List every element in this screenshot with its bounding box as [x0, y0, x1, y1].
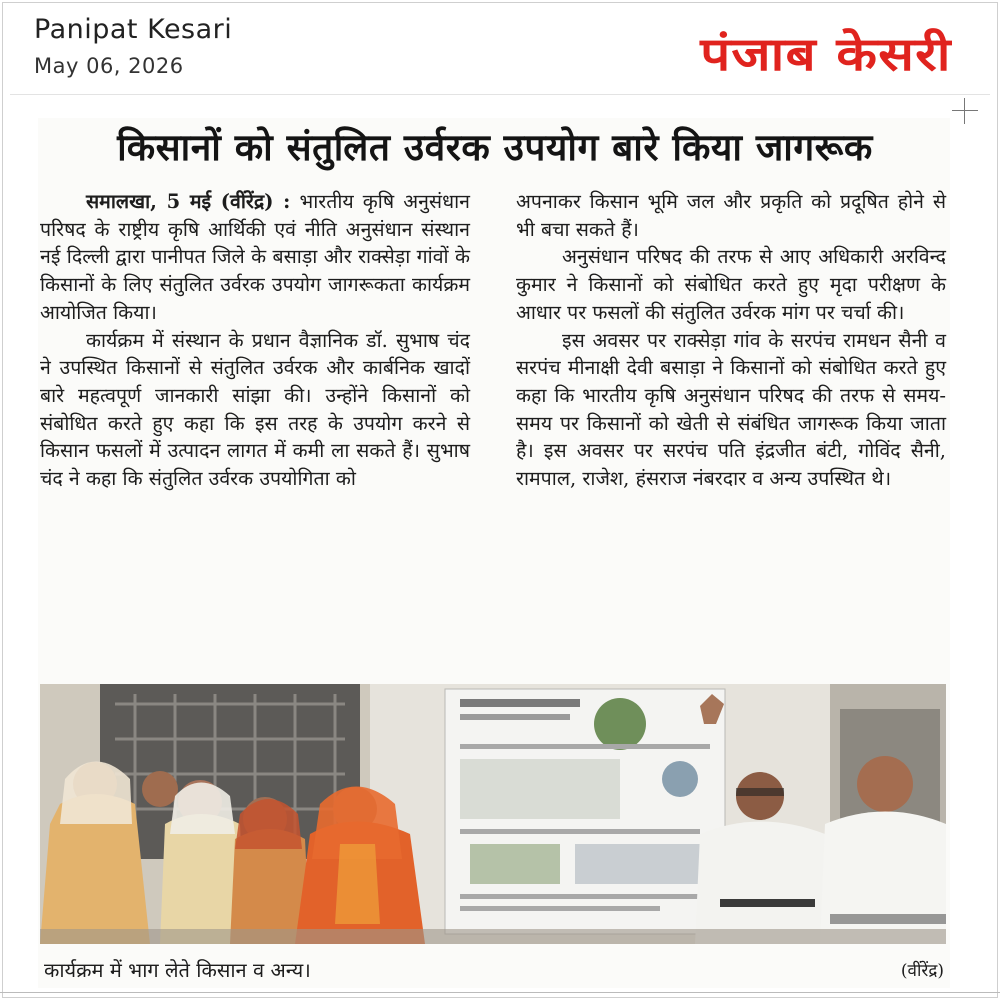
article-dateline: समालखा, 5 मई (वींरेंद्र) : — [86, 190, 291, 213]
article-headline: किसानों को संतुलित उर्वरक उपयोग बारे किया जागरूक — [117, 126, 873, 169]
photo-caption: कार्यक्रम में भाग लेते किसान व अन्य। — [44, 958, 311, 982]
article-paragraph: कार्यक्रम में संस्थान के प्रधान वैज्ञानिक डॉ. सुभाष चंद ने उपस्थित किसानों से संतुलित उर्वरक और कार्बनिक खादों बारे महत्वपूर्ण जानकारी सांझा की। उन्होंने किसानों को संबोधित करते हुए कहा कि इस तरह के उपयोग करने से किसान फसलों में उत्पादन लागत में कमी ला सकते हैं। सुभाष चंद ने कहा कि संतुलित उर्वरक उपयोगिता को — [40, 328, 470, 491]
edition-name: Panipat Kesari — [34, 14, 233, 45]
photo-credit: (वींरेंद्र) — [900, 961, 944, 981]
crosshair-icon — [950, 96, 980, 126]
header-divider — [10, 94, 990, 95]
article-column-left — [40, 188, 470, 493]
bottom-divider — [0, 992, 1000, 993]
article-paragraph: अनुसंधान परिषद की तरफ से आए अधिकारी अरविन्द कुमार ने किसानों को संबोधित करते हुए मृदा परीक्षण के आधार पर फसलों की संतुलित उर्वरक मांग पर चर्चा की। — [516, 245, 946, 324]
photo-illustration — [40, 684, 946, 944]
newspaper-masthead: पंजाब केसरी — [700, 27, 952, 81]
article-paragraph: अपनाकर किसान भूमि जल और प्रकृति को प्रदूषित होने से भी बचा सकते हैं। — [516, 190, 946, 241]
event-photo — [40, 684, 946, 944]
article-column-right — [516, 188, 946, 493]
paragraph-text: भारतीय कृषि अनुसंधान परिषद के राष्ट्रीय कृषि आर्थिकी एवं नीति अनुसंधान संस्थान नई दिल्ली द्वारा पानीपत जिले के बसाड़ा और राक्सेड़ा गांवों के किसानों के लिए संतुलित उर्वरक उपयोग जागरूकता कार्यक्रम आयोजित किया। — [40, 190, 470, 324]
publication-date: May 06, 2026 — [34, 54, 184, 78]
article-paragraph: इस अवसर पर राक्सेड़ा गांव के सरपंच रामधन सैनी व सरपंच मीनाक्षी देवी बसाड़ा ने किसानों को संबोधित करते हुए कहा कि भारतीय कृषि अनुसंधान परिषद की तरफ से समय-समय पर किसानों को खेती से संबंधित जागरूक किया जाता है। इस अवसर पर सरपंच पति इंद्रजीत बंटी, गोविंद सैनी, रामपाल, राजेश, हंसराज नंबरदार व अन्य उपस्थित थे। — [516, 328, 946, 491]
article-paragraph — [40, 188, 470, 327]
